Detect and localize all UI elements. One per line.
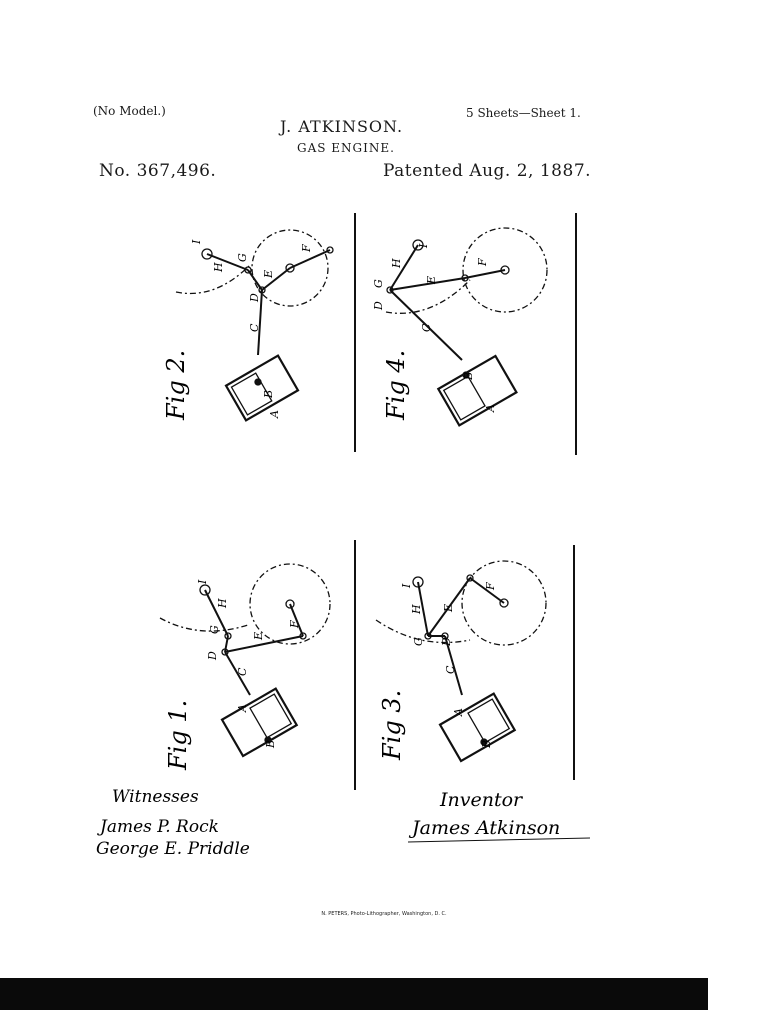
- witness-2-signature: George E. Priddle: [96, 839, 250, 859]
- fig1-label-b: B: [264, 739, 277, 748]
- fig4-label-d: D: [372, 301, 385, 310]
- fig4-label-b: B: [462, 371, 475, 380]
- fig3-label-e: E: [442, 603, 455, 612]
- inventor-name: J. ATKINSON.: [280, 117, 404, 136]
- fig2-label-c: C: [248, 323, 261, 332]
- fig2-caption: Fig 2.: [162, 349, 190, 420]
- fig4-label-f: F: [476, 258, 489, 266]
- fig1-label-e: E: [252, 631, 265, 640]
- fig1-label-a: A: [236, 704, 249, 712]
- fig2-label-g: G: [236, 253, 249, 262]
- fig2-label-e: E: [262, 269, 275, 278]
- fig1-label-g: G: [208, 625, 221, 634]
- fig2-label-a: A: [268, 410, 281, 418]
- fig3-label-i: I: [400, 583, 413, 588]
- fig1-caption: Fig 1.: [164, 699, 192, 770]
- fig3-label-b: B: [480, 739, 493, 748]
- printer-credit: N. PETERS, Photo-Lithographer, Washington, D. C.: [321, 911, 447, 917]
- inventor-label: Inventor: [440, 789, 523, 811]
- fig2-label-i: I: [190, 239, 203, 244]
- fig4-label-a: A: [484, 404, 497, 412]
- figure-4: [386, 228, 547, 425]
- inventor-signature: James Atkinson: [412, 817, 561, 839]
- fig4-label-h: H: [390, 258, 403, 268]
- fig1-label-d: D: [206, 651, 219, 660]
- fig4-label-e: E: [425, 275, 438, 284]
- fig3-label-a: A: [452, 708, 465, 716]
- fig4-caption: Fig 4.: [382, 349, 410, 420]
- fig3-label-d: D: [440, 637, 453, 646]
- fig3-label-f: F: [484, 582, 497, 590]
- fig4-label-i: I: [417, 243, 430, 248]
- invention-title: GAS ENGINE.: [297, 141, 395, 155]
- sheet-count: 5 Sheets—Sheet 1.: [466, 106, 581, 120]
- patent-date: Patented Aug. 2, 1887.: [383, 161, 592, 181]
- fig3-caption: Fig 3.: [378, 689, 406, 760]
- fig3-label-g: G: [412, 637, 425, 646]
- fig1-label-c: C: [236, 667, 249, 676]
- fig1-label-h: H: [216, 598, 229, 608]
- patent-number: No. 367,496.: [99, 161, 217, 181]
- fig2-label-b: B: [262, 389, 275, 398]
- fig1-label-i: I: [196, 579, 209, 584]
- scan-edge-bar: [0, 978, 708, 1010]
- fig3-label-c: C: [444, 665, 457, 674]
- witnesses-label: Witnesses: [112, 787, 199, 807]
- witness-1-signature: James P. Rock: [100, 817, 219, 837]
- no-model-note: (No Model.): [93, 104, 166, 118]
- fig1-label-f: F: [288, 620, 301, 628]
- fig3-label-h: H: [410, 604, 423, 614]
- fig4-label-c: C: [420, 323, 433, 332]
- fig2-label-d: D: [248, 293, 261, 302]
- fig2-label-f: F: [300, 244, 313, 252]
- fig2-label-h: H: [212, 262, 225, 272]
- fig4-label-g: G: [372, 279, 385, 288]
